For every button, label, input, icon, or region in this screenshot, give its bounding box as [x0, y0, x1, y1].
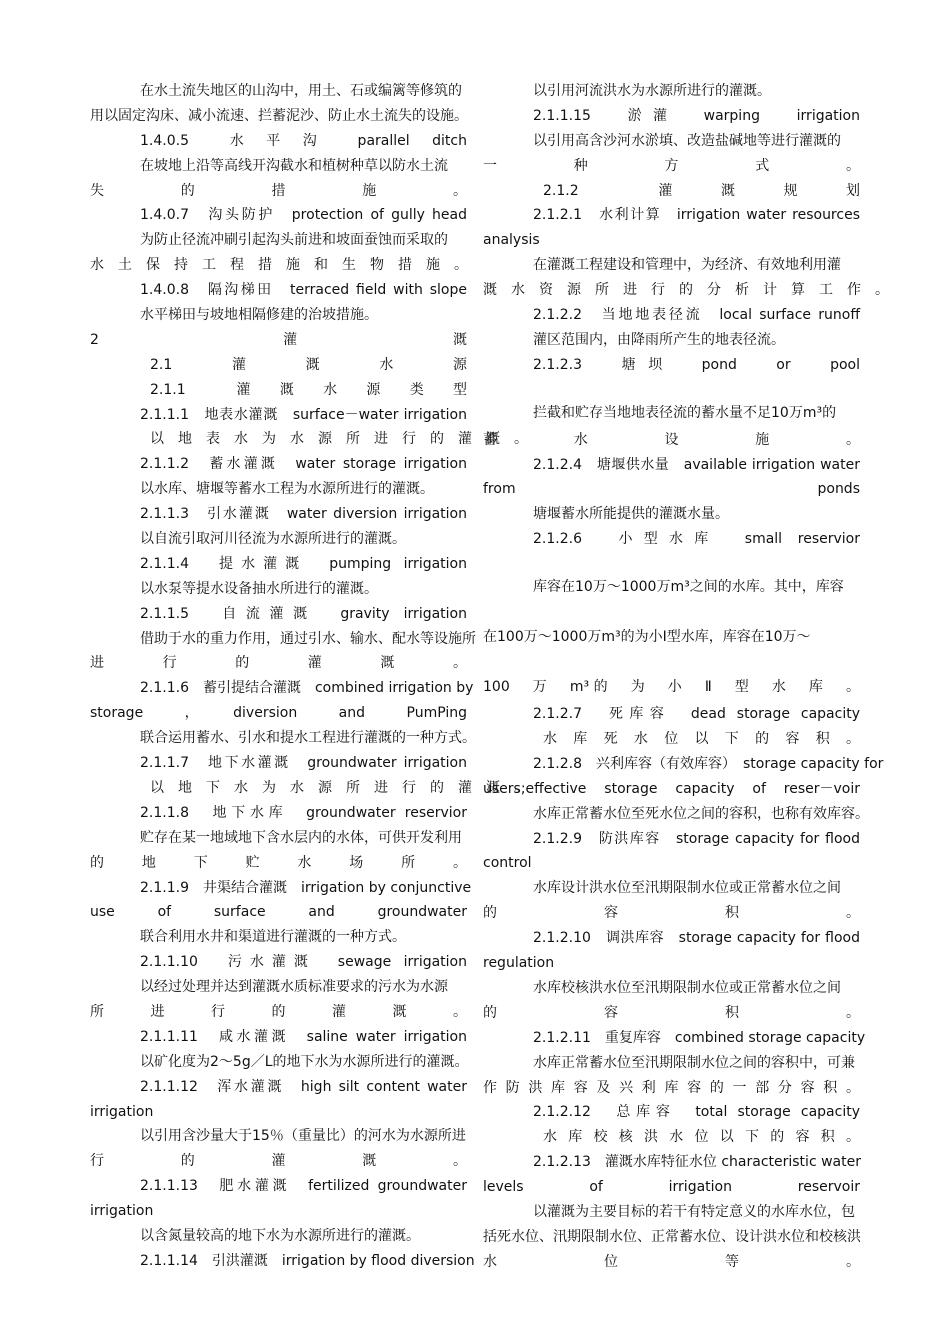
text-line: 以引用高含沙河水淤填、改造盐碱地等进行灌溉的 — [533, 132, 841, 149]
text-line: 2.1.1.11 咸水灌溉 saline water irrigation — [140, 1028, 467, 1045]
text-line: 以引用含沙量大于15％（重量比）的河水为水源所进 — [140, 1128, 466, 1145]
text-line: 进 行 的 灌 溉 。 — [90, 655, 467, 672]
text-line: 2.1.1.10 污水灌溉 sewage irrigation — [140, 954, 467, 971]
text-line: 2.1.2.11 重复库容 combined storage capacity — [533, 1029, 866, 1046]
text-line: 行 的 灌 溉 。 — [90, 1153, 467, 1170]
text-line: 以 地 表 水 为 水 源 所 进 行 的 灌 溉 。 — [150, 431, 528, 448]
text-line: 2.1.1.9 井渠结合灌溉 irrigation by conjunctive — [140, 879, 472, 896]
text-line: 2.1.2.4 塘堰供水量 available irrigation water — [533, 456, 860, 473]
text-line: 的 地 下 贮 水 场 所 。 — [90, 854, 467, 871]
text-line: 1.4.0.7 沟头防护 protection of gully head — [140, 207, 467, 224]
text-line: 所 进 行 的 灌 溉 。 — [90, 1003, 467, 1020]
right-column — [483, 79, 889, 1275]
text-line: 蓄 水 设 施 。 — [483, 431, 860, 448]
text-line: analysis — [483, 232, 540, 249]
text-line: 2.1.1.5 自流灌溉 gravity irrigation — [140, 605, 467, 622]
text-line: 1.4.0.8 隔沟梯田 terraced field with slope — [140, 282, 467, 299]
text-line: control — [483, 855, 532, 872]
text-line: 以灌溉为主要目标的若干有特定意义的水库水位，包 — [533, 1203, 855, 1220]
text-line: 2.1.1.15 淤灌 warping irrigation — [533, 107, 860, 124]
text-line: 贮存在某一地域地下含水层内的水体，可供开发利用 — [140, 829, 462, 846]
text-line: 2.1.1 灌 溉 水 源 类 型 — [150, 381, 467, 398]
text-line: 以 地 下 水 为 水 源 所 进 行 的 灌 溉 。 — [150, 779, 528, 796]
text-line: 水 位 等 。 — [483, 1253, 860, 1270]
text-line: 1.4.0.5 水 平 沟 parallel ditch — [140, 132, 467, 149]
text-line: 2.1.1.13 肥水灌溉 fertilized groundwater — [140, 1178, 467, 1195]
text-line: 以水库、塘堰等蓄水工程为水源所进行的灌溉。 — [140, 481, 434, 498]
text-line: 水库校核洪水位以下的容积。 — [543, 1129, 860, 1146]
text-line: 水 土 保 持 工 程 措 施 和 生 物 措 施 。 — [90, 257, 468, 274]
text-line: 水平梯田与坡地相隔修建的治坡措施。 — [140, 307, 378, 324]
text-line: 2.1.1.4 提水灌溉 pumping irrigation — [140, 555, 467, 572]
text-line: 2.1.1.7 地下水灌溉 groundwater irrigation — [140, 755, 467, 772]
text-line: 作防洪库容及兴利库容的一部分容积。 — [483, 1079, 860, 1096]
text-line: 灌区范围内，由降雨所产生的地表径流。 — [533, 331, 785, 348]
text-line: 2.1.2.2 当地地表径流 local surface runoff — [533, 307, 860, 324]
text-line: 以含氮量较高的地下水为水源所进行的灌溉。 — [140, 1227, 420, 1244]
text-line: 溉 水 资 源 所 进 行 的 分 析 计 算 工 作 。 — [483, 282, 889, 299]
text-line: 为防止径流冲刷引起沟头前进和坡面蚕蚀而采取的 — [140, 232, 448, 249]
text-line: 塘堰蓄水所能提供的灌溉水量。 — [533, 506, 729, 523]
text-line: regulation — [483, 955, 555, 972]
text-line: 2.1.2.12 总库容 total storage capacity — [533, 1104, 860, 1121]
text-line: 2 灌 溉 — [90, 331, 467, 348]
text-line: irrigation — [90, 1103, 154, 1120]
text-line: 2.1.2.9 防洪库容 storage capacity for flood — [533, 830, 860, 847]
text-line: 2.1.2.1 水利计算 irrigation water resources — [533, 207, 860, 224]
text-line: 以引用河流洪水为水源所进行的灌溉。 — [533, 83, 771, 99]
text-line: 2.1.2.13 灌溉水库特征水位 characteristic water — [533, 1154, 861, 1171]
text-line: 一 种 方 式 。 — [483, 157, 860, 174]
text-line: 2.1.1.2 蓄水灌溉 water storage irrigation — [140, 456, 467, 473]
text-line: from ponds — [483, 481, 860, 498]
text-line: storage ， diversion and PumPing — [90, 705, 467, 722]
text-line: 在100万～1000万m³的为小Ⅰ型水库，库容在10万～ — [483, 629, 811, 646]
text-line: 2.1.1.1 地表水灌溉 surface－water irrigation — [140, 406, 467, 423]
text-line: 失 的 措 施 。 — [90, 182, 467, 199]
text-line: 联合利用水井和渠道进行灌溉的一种方式。 — [140, 929, 406, 946]
text-line: 2.1.2.10 调洪库容 storage capacity for flood — [533, 930, 860, 947]
text-line: 以水泵等提水设备抽水所进行的灌溉。 — [140, 580, 378, 597]
text-line: 2.1.1.14 引洪灌溉 irrigation by flood diversion — [140, 1252, 475, 1269]
text-line: 水库死水位以下的容积。 — [543, 731, 860, 748]
text-line: irrigation — [90, 1203, 154, 1220]
text-line: 2.1.1.12 浑水灌溉 high silt content water — [140, 1078, 467, 1095]
text-line: 用以固定沟床、减小流速、拦蓄泥沙、防止水土流失的设施。 — [90, 107, 468, 124]
text-line: 括死水位、汛期限制水位、正常蓄水位、设计洪水位和校核洪 — [483, 1228, 861, 1245]
text-line: 的 容 积 。 — [483, 905, 860, 922]
text-line: 水库正常蓄水位至死水位之间的容积，也称有效库容。 — [533, 805, 869, 822]
text-line: 在灌溉工程建设和管理中，为经济、有效地利用灌 — [533, 257, 841, 274]
text-line: 以经过处理并达到灌溉水质标准要求的污水为水源 — [140, 979, 448, 996]
text-line: 拦截和贮存当地地表径流的蓄水量不足10万m³的 — [533, 404, 837, 421]
text-line: 以自流引取河川径流为水源所进行的灌溉。 — [140, 531, 406, 548]
text-line: 2.1 灌 溉 水 源 — [150, 356, 467, 373]
text-line: 联合运用蓄水、引水和提水工程进行灌溉的一种方式。 — [140, 730, 476, 747]
text-line: 水库校核洪水位至汛期限制水位或正常蓄水位之间 — [533, 979, 841, 996]
text-line: 2.1.1.3 引水灌溉 water diversion irrigation — [140, 506, 467, 523]
text-line: 水库设计洪水位至汛期限制水位或正常蓄水位之间 — [533, 880, 841, 897]
text-line: 2.1.1.6 蓄引提结合灌溉 combined irrigation by — [140, 680, 474, 697]
text-line: 在水土流失地区的山沟中，用土、石或编篱等修筑的 — [140, 83, 462, 99]
text-line: 以矿化度为2～5g／L的地下水为水源所进行的灌溉。 — [140, 1053, 469, 1070]
text-line: levels of irrigation reservoir — [483, 1179, 860, 1196]
text-line: 在坡地上沿等高线开沟截水和植树种草以防水土流 — [140, 157, 448, 174]
text-line: use of surface and groundwater — [90, 904, 467, 921]
text-line: 100 万 m³的 为 小 Ⅱ 型 水 库 。 — [483, 679, 860, 696]
text-line: 的 容 积 。 — [483, 1004, 860, 1021]
text-line: 库容在10万～1000万m³之间的水库。其中，库容 — [533, 579, 844, 596]
text-line: 2.1.2 灌 溉 规 划 — [543, 182, 860, 199]
text-line: 2.1.2.6 小型水库 small reservior — [533, 531, 860, 548]
text-line: 水库正常蓄水位至汛期限制水位之间的容积中，可兼 — [533, 1054, 855, 1071]
text-line: 借助于水的重力作用，通过引水、输水、配水等设施所 — [140, 630, 476, 647]
text-line: 2.1.2.3 塘坝 pond or pool — [533, 356, 860, 373]
text-line: 2.1.2.7 死库容 dead storage capacity — [533, 706, 860, 723]
text-line: 2.1.1.8 地下水库 groundwater reservior — [140, 804, 467, 821]
text-line: users;effective storage capacity of reser－voir — [483, 780, 860, 797]
text-line: 2.1.2.8 兴利库容（有效库容） storage capacity for — [533, 755, 884, 772]
